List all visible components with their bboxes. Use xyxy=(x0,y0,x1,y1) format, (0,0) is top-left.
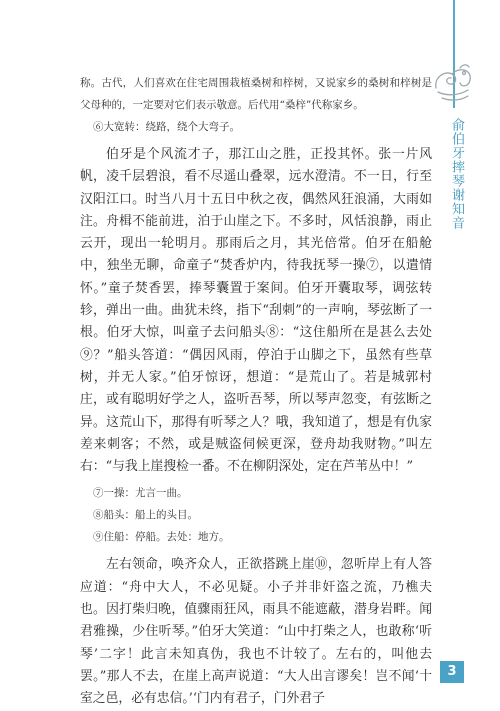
footnote-6: ⑥大宽转：绕路，绕个大弯子。 xyxy=(93,121,240,133)
page-number: 3 xyxy=(440,661,464,683)
footnote-continued: 称。古代，人们喜欢在住宅周围栽植桑树和梓树，又说家乡的桑树和梓树是父母种的，一定要对它们表示敬意。后代用“桑梓”代称家乡。 xyxy=(80,77,432,111)
footnote-7: ⑦一操：尤言一曲。 xyxy=(93,487,188,500)
dragon-cloud-ornament-icon xyxy=(430,58,476,104)
page-content xyxy=(80,72,432,711)
sidebar-book-title: 俞伯牙摔琴谢知音 xyxy=(449,118,464,230)
body-paragraph-1: 伯牙是个风流才子，那江山之胜，正投其怀。张一片风帆，凌千层碧浪，看不尽遥山叠翠，远水澄清。不一日，行至汉阳江口。时当八月十五日中秋之夜，偶然风狂浪涌，大雨如注。舟楫不能前进，泊于山崖之下。不多时，风恬浪静，雨止云开，现出一轮明月。那雨后之月，其光倍常。伯牙在船舱中，独坐无聊，命童子“焚香炉内，待我抚琴一操⑦，以遣情怀。”童子焚香罢，捧琴囊置于案间。伯牙开囊取琴，调弦转轸，弹出一曲。曲犹未终，指下“刮刺”的一声响，琴弦断了一根。伯牙大惊，叫童子去问船头⑧：“这住船所在是甚么去处⑨？”船头答道：“偶因风雨，停泊于山脚之下，虽然有些草树，并无人家。”伯牙惊讶，想道：“是荒山了。若是城郭村庄，或有聪明好学之人，盗听吾琴，所以琴声忽变，有弦断之异。这荒山下，那得有听琴之人？哦，我知道了，想是有仇家差来刺客；不然，或是贼盗伺候更深，登舟劫我财物。”叫左右：“与我上崖搜检一番。不在柳阴深处，定在芦苇丛中！” xyxy=(80,147,432,475)
body-paragraph-2: 左右领命，唤齐众人，正欲搭跳上崖⑩，忽听岸上有人答应道：“舟中大人，不必见疑。小子并非奸盗之流，乃樵夫也。因打柴归晚，值骤雨狂风，雨具不能遮蔽，潜身岩畔。闻君雅操，少住听琴。”伯牙大笑道：“山中打柴之人，也敢称‘听琴’二字！此言未知真伪，我也不计较了。左右的，叫他去罢。”那人不去，在崖上高声说道：“大人出言谬矣！岂不闻‘十室之邑，必有忠信。’‘门内有君子，门外君子 xyxy=(80,557,432,707)
footnote-8: ⑧船头：船上的头目。 xyxy=(93,509,198,522)
footnote-9: ⑨住船：停船。去处：地方。 xyxy=(93,531,230,544)
